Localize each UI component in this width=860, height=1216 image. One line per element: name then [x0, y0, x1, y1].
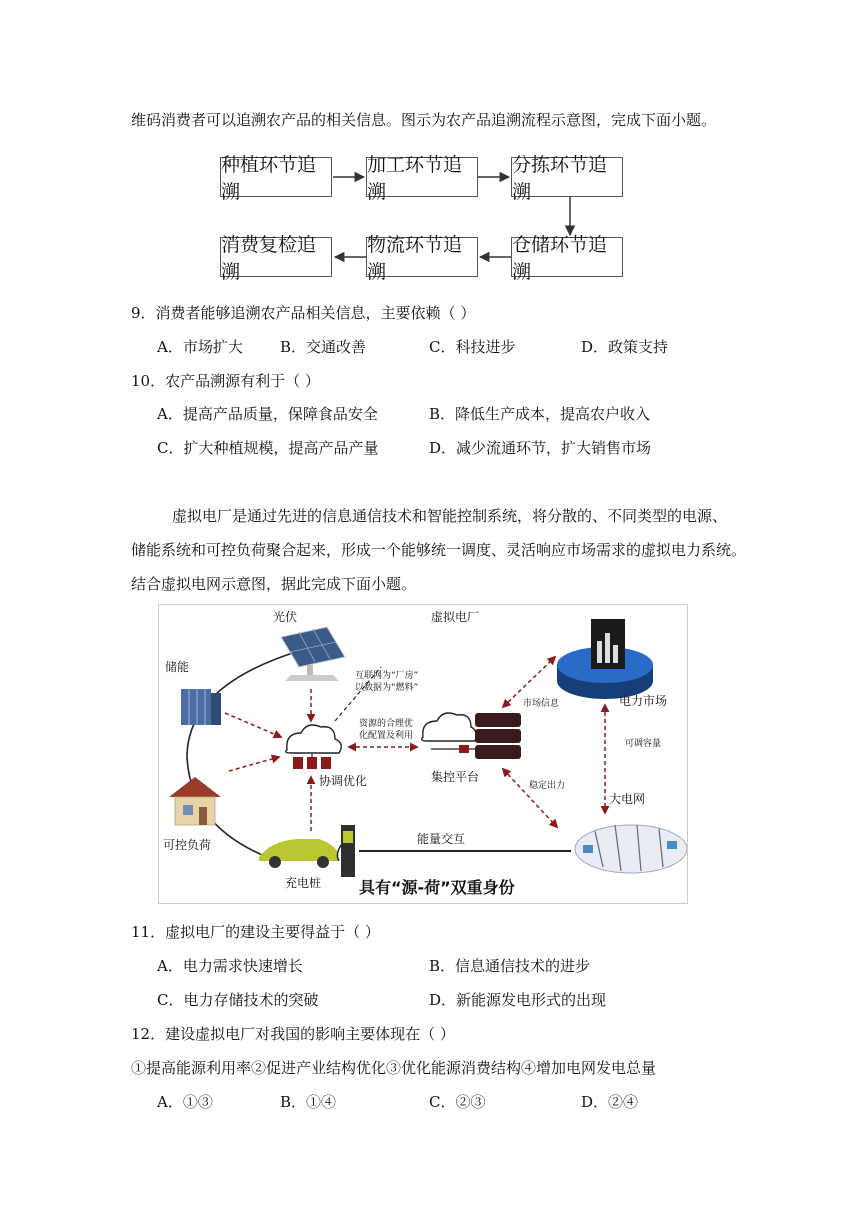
question-12-statements: ①提高能源利用率②促进产业结构优化③优化能源消费结构④增加电网发电总量 [131, 1059, 657, 1077]
passage-line-2: 储能系统和可控负荷聚合起来，形成一个能够统一调度、灵活响应市场需求的虚拟电力系统。 [131, 541, 747, 559]
label-vpp-title: 虚拟电厂 [431, 610, 480, 624]
label-coordinate: 协调优化 [319, 774, 368, 788]
q11-option-d[interactable]: D．新能源发电形式的出现 [429, 991, 607, 1009]
flow-box-processing: 加工环节追溯 [366, 157, 478, 197]
q9-option-b[interactable]: B．交通改善 [280, 338, 367, 356]
question-12-stem: 12．建设虚拟电厂对我国的影响主要体现在（ ） [131, 1025, 455, 1043]
q9-option-d[interactable]: D．政策支持 [581, 338, 669, 356]
label-market-info: 市场信息 [523, 699, 560, 709]
label-grid: 大电网 [609, 792, 646, 806]
passage-line-1: 虚拟电厂是通过先进的信息通信技术和智能控制系统，将分散的、不同类型的电源、 [172, 507, 728, 525]
vpp-graphics [159, 605, 688, 904]
control-platform-icon [422, 713, 521, 759]
label-controllable-load: 可控负荷 [163, 838, 212, 852]
label-power-market: 电力市场 [619, 694, 668, 708]
charging-pile-icon [337, 825, 355, 877]
q9-option-a[interactable]: A．市场扩大 [157, 338, 243, 356]
label-resource-note-1: 资源的合理优 [359, 719, 414, 729]
coordination-cloud-icon [286, 725, 342, 769]
arrow-load-to-coord [229, 757, 279, 771]
label-control-platform: 集控平台 [431, 770, 480, 784]
label-charging-pile: 充电桩 [285, 876, 322, 890]
label-adjustable-capacity: 可调容量 [625, 739, 662, 749]
q10-option-c[interactable]: C．扩大种植规模，提高产品产量 [157, 439, 379, 457]
intro-text: 维码消费者可以追溯农产品的相关信息。图示为农产品追溯流程示意图，完成下面小题。 [131, 111, 717, 129]
flow-box-consumer-recheck: 消费复检追溯 [220, 237, 332, 277]
source-arc [187, 651, 299, 857]
passage-line-3: 结合虚拟电网示意图，据此完成下面小题。 [131, 575, 417, 593]
label-resource-note-2: 化配置及利用 [359, 731, 414, 741]
power-grid-icon [575, 825, 687, 873]
label-dual-identity: 具有“源-荷”双重身份 [359, 878, 515, 897]
electric-car-icon [259, 839, 339, 868]
label-stable-output: 稳定出力 [529, 781, 566, 791]
q10-option-d[interactable]: D．减少流通环节，扩大销售市场 [429, 439, 652, 457]
q12-option-d[interactable]: D．②④ [581, 1093, 639, 1111]
label-pv: 光伏 [273, 610, 298, 624]
q12-option-b[interactable]: B．①④ [280, 1093, 337, 1111]
flow-box-planting: 种植环节追溯 [220, 157, 332, 197]
storage-battery-icon [181, 689, 221, 725]
q11-option-a[interactable]: A．电力需求快速增长 [157, 957, 303, 975]
q10-option-a[interactable]: A．提高产品质量，保障食品安全 [157, 405, 378, 423]
power-market-icon [557, 619, 653, 699]
arrow-platform-grid [503, 769, 557, 827]
label-internet-note-1: 互联网为“厂房” [355, 671, 419, 681]
q12-option-a[interactable]: A．①③ [157, 1093, 213, 1111]
q11-option-b[interactable]: B．信息通信技术的进步 [429, 957, 591, 975]
q10-option-b[interactable]: B．降低生产成本，提高农户收入 [429, 405, 651, 423]
q12-option-c[interactable]: C．②③ [429, 1093, 486, 1111]
q11-option-c[interactable]: C．电力存储技术的突破 [157, 991, 319, 1009]
flow-box-logistics: 物流环节追溯 [366, 237, 478, 277]
house-icon [169, 777, 221, 825]
label-storage: 储能 [165, 660, 190, 674]
label-energy-exchange: 能量交互 [417, 832, 466, 846]
arrow-storage-to-coord [225, 713, 281, 737]
q9-option-c[interactable]: C．科技进步 [429, 338, 516, 356]
label-internet-note-2: 以数据为“燃料” [355, 683, 419, 693]
question-10-stem: 10．农产品溯源有利于（ ） [131, 372, 320, 390]
flow-box-sorting: 分拣环节追溯 [511, 157, 623, 197]
virtual-power-plant-diagram [158, 604, 688, 904]
question-11-stem: 11．虚拟电厂的建设主要得益于（ ） [131, 923, 380, 941]
flow-box-storage: 仓储环节追溯 [511, 237, 623, 277]
question-9-stem: 9．消费者能够追溯农产品相关信息，主要依赖（ ） [131, 304, 476, 322]
